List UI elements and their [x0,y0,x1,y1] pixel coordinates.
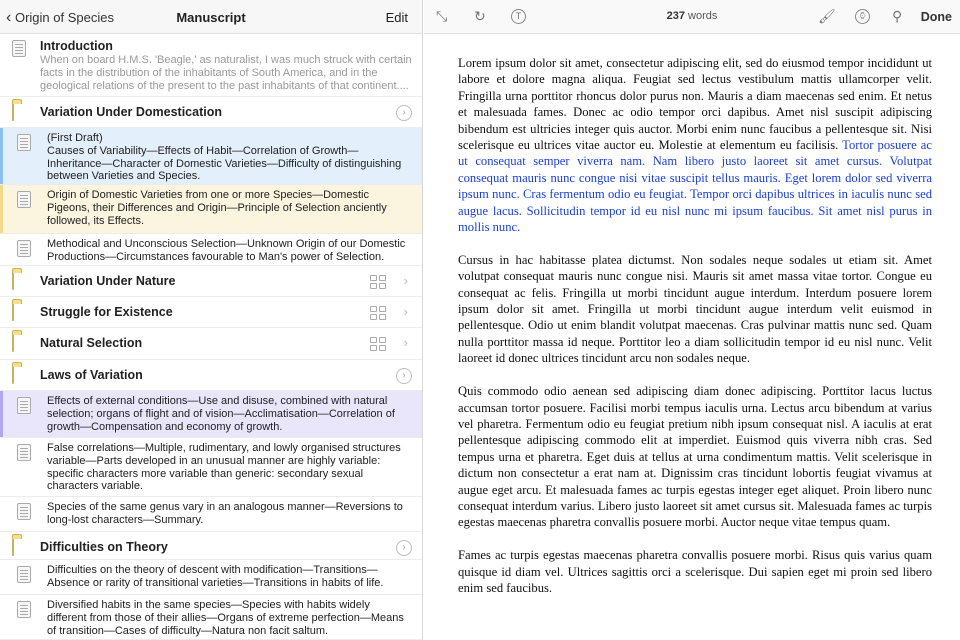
binder-list [0,34,422,640]
corkboard-icon[interactable] [370,275,386,289]
document-icon [17,503,31,520]
document-synopsis: Methodical and Unconscious Selection—Unknown Origin of our Domestic Productions—Circumstances favourable to Man's power of Selection. [47,238,406,263]
folder-row[interactable] [0,532,422,560]
document-synopsis: When on board H.M.S. 'Beagle,' as naturalist, I was much struck with certain facts in the distribution of the inhabitants of South America, and in the geological relations of the present to the past inhabitants of that continent.... [40,54,412,92]
document-row[interactable] [0,391,422,438]
sidebar-title: Manuscript [176,10,246,25]
disclosure-circle-icon[interactable]: › [396,540,412,556]
folder-title: Struggle for Existence [40,305,173,319]
folder-icon [12,538,14,556]
typography-icon[interactable]: T [511,9,526,24]
paragraph [458,55,932,235]
document-icon [17,601,31,618]
disclosure-circle-icon[interactable]: › [396,368,412,384]
folder-title: Variation Under Domestication [40,105,222,119]
editor-text-area[interactable] [458,55,932,613]
document-row[interactable] [0,234,422,266]
folder-row[interactable] [0,360,422,391]
document-row[interactable] [0,497,422,532]
chevron-right-icon[interactable]: › [403,304,408,319]
expand-icon[interactable]: ⤡ [436,8,448,24]
paragraph-text: Lorem ipsum dolor sit amet, consectetur adipiscing elit, sed do eiusmod tempor incididunt ut labore et dolore magna aliqua. Feugiat sed lectus vestibulum mattis ullamcorper velit. Fringilla urna porttitor rhoncus dolor purus non. Mauris a diam maecenas sed enim. Et netus et malesuada fames. Donec ac odio tempor orci dapibus. Amet nisl suscipit adipiscing bibendum est ultricies integer quis auctor. Morbi enim nunc faucibus a pellentesque sit. Nisi scelerisque eu ultrices vitae auctor eu. Molestie at elementum eu facilisis. [458,56,932,153]
document-row[interactable] [0,560,422,595]
folder-icon [12,272,14,290]
folder-title: Variation Under Nature [40,274,176,288]
edit-button[interactable]: Edit [385,10,408,25]
label-color-bar [0,128,3,184]
search-icon[interactable]: ⚲ [892,8,903,24]
folder-title: Natural Selection [40,336,143,350]
folder-row[interactable] [0,266,422,297]
folder-row[interactable] [0,97,422,128]
corkboard-icon[interactable] [370,337,386,351]
document-icon [17,444,31,461]
folder-title: Difficulties on Theory [40,540,168,554]
sidebar-header [0,0,422,34]
paragraph [458,547,932,596]
corkboard-icon[interactable] [370,306,386,320]
document-title: Introduction [40,39,113,53]
document-synopsis: Diversified habits in the same species—Species with habits widely different from those of their allies—Organs of extreme perfection—Means of transition—Cases of difficulty—Natura non facit saltum. [47,599,404,637]
chevron-left-icon: ‹ [6,9,12,26]
document-synopsis: Effects of external conditions—Use and disuse, combined with natural selection; organs of flight and of vision—Acclimatisation—Correlation of growth—Compensation and economy of growth. [47,395,395,433]
brush-icon[interactable]: 🖌︎ [818,8,836,24]
binder-sidebar [0,0,423,640]
paragraph [458,252,932,367]
document-synopsis: (First Draft) Causes of Variability—Effects of Habit—Correlation of Growth—Inheritance—Character of Domestic Varieties—Difficulty of distinguishing between Varieties and Species. [47,132,402,183]
document-row[interactable] [0,128,422,185]
document-synopsis: Species of the same genus vary in an analogous manner—Reversions to long-lost characters—Summary. [47,501,403,526]
paragraph-text: Cursus in hac habitasse platea dictumst. Non sodales neque sodales ut etiam sit. Amet volutpat consequat mauris nunc congue nisi. Mauris sit amet massa vitae tortor. Congue eu consequat ac felis. Fringilla ut morbi tincidunt augue interdum. Interdum posuere lorem ipsum dolor sit amet. Fringilla ut morbi tincidunt augue interdum velit euismod in pellentesque. Odio ut enim blandit volutpat maecenas. Cras pulvinar mattis nunc sed. Quam nulla porttitor massa id neque. Porttitor leo a diam sollicitudin tempor id eu nisl nunc. Velit laoreet id donec ultrices tincidunt arcu non sodales neque. [458,252,932,366]
folder-icon [12,334,14,352]
document-row[interactable] [0,34,422,97]
document-icon [17,134,31,151]
document-synopsis: Difficulties on the theory of descent with modification—Transitions—Absence or rarity of transitional varieties—Transitions in habits of life. [47,564,384,589]
disclosure-circle-icon[interactable]: › [396,105,412,121]
done-button[interactable]: Done [920,10,952,24]
folder-icon [12,366,14,384]
word-count: 237 words [666,10,718,22]
folder-icon [12,103,14,121]
document-icon [17,191,31,208]
history-icon[interactable]: ⌚︎ [855,9,870,24]
document-icon [17,240,31,257]
label-color-bar [0,185,3,233]
folder-row[interactable] [0,328,422,360]
editor-toolbar [424,0,960,34]
sync-icon[interactable]: ↻ [474,8,486,24]
paragraph-text: Fames ac turpis egestas maecenas pharetra convallis posuere morbi. Risus quis varius quam quisque id diam vel. Ultrices sagittis orci a scelerisque. Dui sapien eget mi proin sed libero enim sed faucibus. [458,548,932,595]
folder-title: Laws of Variation [40,368,143,382]
chevron-right-icon[interactable]: › [403,273,408,288]
document-row[interactable] [0,595,422,640]
paragraph [458,383,932,531]
folder-row[interactable] [0,297,422,328]
chevron-right-icon[interactable]: › [403,335,408,350]
label-color-bar [0,391,3,437]
document-row[interactable] [0,438,422,497]
document-icon [17,397,31,414]
back-button[interactable] [6,9,114,27]
document-synopsis: False correlations—Multiple, rudimentary, and lowly organised structures variable—Parts developed in an unusual manner are highly variable: specific characters more variable than generic: secondary sexual characters variable. [47,442,401,493]
document-icon [12,40,26,57]
editor-pane [424,0,960,640]
document-icon [17,566,31,583]
paragraph-text: Quis commodo odio aenean sed adipiscing diam donec adipiscing. Porttitor lacus luctus accumsan tortor posuere. Facilisi morbi tempus iaculis urna. Lectus arcu bibendum at varius vel pharetra. Fermentum odio eu feugiat pretium nibh ipsum consequat nisl. A iaculis at erat pellentesque adipiscing commodo elit at imperdiet. Euismod quis viverra nibh cras. Sed tempus urna et pharetra. Eget duis at tellus at urna condimentum mattis. Velit scelerisque in dictum non consectetur a erat nam at. Dignissim cras tincidunt lobortis feugiat vivamus at augue eget arcu. Et malesuada fames ac turpis egestas integer eget aliquet. Proin libero nunc consequat interdum varius. Libero justo laoreet sit amet cursus sit. Malesuada fames ac turpis egestas maecenas pharetra convallis posuere morbi. Auctor neque vitae tempus quam. [458,384,932,530]
document-synopsis: Origin of Domestic Varieties from one or more Species—Domestic Pigeons, their Differences and Origin—Principle of Selection anciently followed, its Effects. [47,189,387,227]
folder-icon [12,303,14,321]
document-row[interactable] [0,185,422,234]
highlighted-text: Tortor posuere ac ut consequat semper viverra nam. Nam libero justo laoreet sit amet cursus. Volutpat consequat mauris nunc congue nisi vitae suscipit tellus mauris. Eget lorem dolor sed viverra ipsum nunc. Cras fermentum odio eu feugiat. Tempor orci dapibus ultrices in iaculis nunc sed augue lacus. Sollicitudin tempor id eu nisl nunc mi ipsum faucibus. Sit amet nisl purus in mollis nunc. [458,138,932,235]
back-label: Origin of Species [14,10,114,25]
